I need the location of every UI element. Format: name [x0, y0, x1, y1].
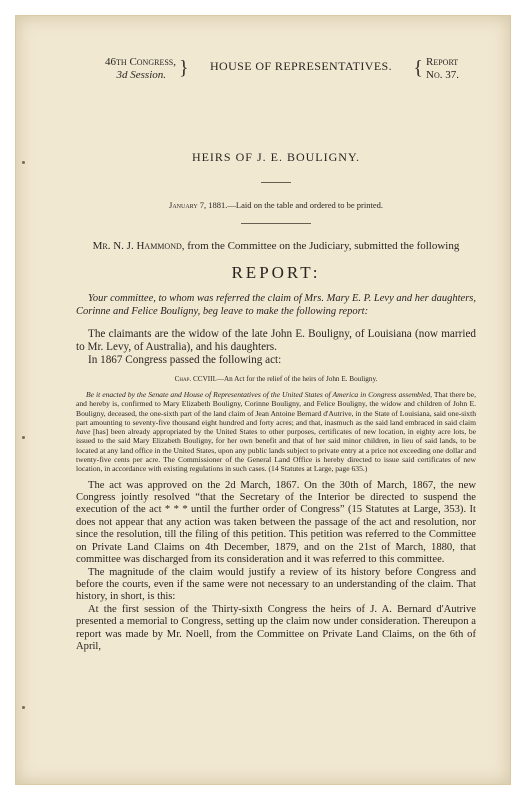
dateline-date: January 7, 1881.: [169, 200, 228, 210]
history-paragraph: At the first session of the Thirty-sixth Congress the heirs of J. A. Bernard d'Autrive presented a memorial to Congress, setting up the claim now under consideration. Thereupon a report was made by Mr. Noell, from the Committee on Private Land Claims, on the 6th of April,: [76, 603, 476, 652]
submission-line: [76, 239, 476, 253]
act-text: [76, 390, 476, 474]
binding-hole-2: [22, 436, 25, 439]
report-heading: REPORT:: [231, 263, 321, 282]
right-brace: {: [413, 57, 423, 79]
dateline: [76, 200, 476, 210]
chapter-text: —An Act for the relief of the heirs of John E. Bouligny.: [216, 375, 378, 383]
report-no: No. 37.: [426, 69, 459, 81]
submission-text: from the Committee on the Judiciary, submitted the following: [184, 240, 460, 252]
intro-paragraph: Your committee, to whom was referred the claim of Mrs. Mary E. P. Levy and her daughters, Corinne and Felice Bouligny, beg leave to make the following report:: [76, 293, 476, 317]
document-title: HEIRS OF J. E. BOULIGNY.: [191, 150, 361, 164]
document-page: [15, 15, 511, 785]
report-label: Report: [426, 56, 459, 68]
divider-rule-2: [241, 223, 311, 224]
claimants-paragraph: The claimants are the widow of the late John E. Bouligny, of Louisiana (now married to Mr. Levy, of Australia), and his daughters.: [76, 328, 476, 353]
report-header: [76, 56, 476, 82]
congress-label: 46th Congress,: [105, 56, 176, 68]
member-name: Mr. N. J. Hammond,: [92, 240, 185, 252]
binding-hole-3: [22, 706, 25, 709]
dateline-text: —Laid on the table and ordered to be printed.: [227, 200, 383, 210]
act-body-1: That there be, and hereby is, confirmed to Mary Elizabeth Bouligny, Corinne Bouligny, and Felice Bouligny, the widow and children of John E. Bouligny, deceased, the one-sixth part of the land claim of Jean Antoine Bernard d'Autrive, in the State of Louisiana, said one-sixth part amounting to seventy-five thousand eight hundred and forty acres; and that, inasmuch as the said land embraced in said claim: [76, 390, 476, 427]
session-label: 3d Session.: [116, 69, 166, 81]
divider-rule: [261, 182, 291, 183]
congress-info: [76, 56, 176, 82]
house-label: HOUSE OF REPRESENTATIVES.: [209, 59, 393, 73]
act-body-2: [has] been already appropriated by the United States to other purposes, certificates of new location, in eighty acre lots, be issued to the said Mary Elizabeth Bouligny, for her own benefit and that of her said minor children, in lieu of said lands, to be located at any land office in the United States, upon any public lands subject to private entry at a price not exceeding one dollar and twenty-five cents per acre. The Commissioner of the General Land Office is hereby directed to issue said certificates of new location, in accordance with existing regulations in such cases. (14 Statutes at Large, page 635.): [76, 427, 476, 474]
left-brace: }: [179, 57, 189, 79]
act-introduction: In 1867 Congress passed the following act:: [88, 354, 282, 366]
page-content: [76, 56, 476, 653]
chapter-heading: [76, 375, 476, 383]
enacting-clause: Be it enacted by the Senate and House of Representatives of the United States of America in Congress assembled,: [86, 390, 433, 399]
chapter-label: Chap. CCVIII.: [174, 375, 217, 383]
report-number: [426, 56, 476, 82]
act-have: have: [76, 427, 91, 437]
binding-hole-1: [22, 161, 25, 164]
approval-paragraph: The act was approved on the 2d March, 1867. On the 30th of March, 1867, the new Congress jointly resolved “that the Secretary of the Interior be directed to suspend the execution of the act * * * until the further order of Congress” (15 Statutes at Large, 353). It does not appear that any action was taken between the passage of the act and resolution, nor since the resolution, till the filing of this petition. This petition was referred to the Committee on Private Land Claims on 4th December, 1879, and on the 21st of March, 1880, that committee was discharged from its consideration and it was referred to this committee.: [76, 479, 476, 566]
magnitude-paragraph: The magnitude of the claim would justify a review of its history before Congress and before the courts, even if the same were not necessary to an understanding of the claim. That history, in short, is this:: [76, 566, 476, 603]
